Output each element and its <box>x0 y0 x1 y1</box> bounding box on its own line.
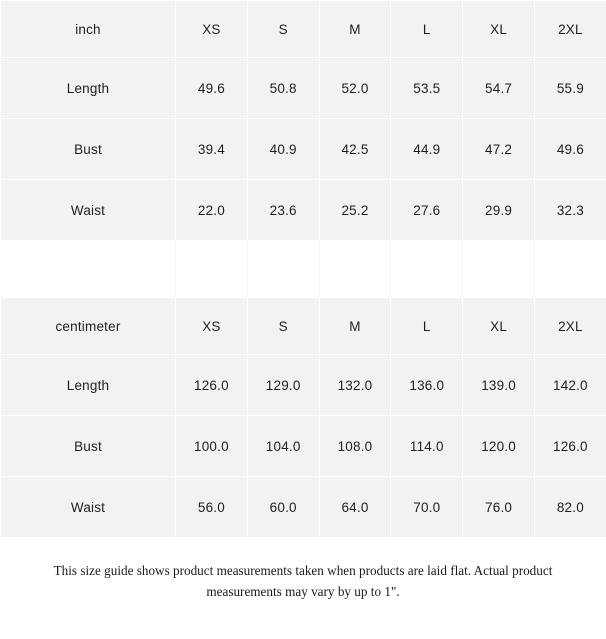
row-label-length: Length <box>1 355 176 416</box>
row-label-bust: Bust <box>1 416 176 477</box>
cell-bust-xs: 39.4 <box>176 119 248 180</box>
cell-waist-2xl: 82.0 <box>534 477 606 538</box>
cell-bust-2xl: 49.6 <box>534 119 606 180</box>
table-header-row <box>1 1 606 58</box>
column-header-xs: XS <box>176 1 248 58</box>
cell-waist-s: 60.0 <box>247 477 319 538</box>
footnote-line-1: This size guide shows product measurements taken when products are laid flat. Actual product <box>53 563 553 578</box>
cell-length-xs: 49.6 <box>176 58 248 119</box>
footnote-line-2: measurements may vary by up to 1". <box>206 584 400 599</box>
cell-waist-s: 23.6 <box>247 180 319 241</box>
table-row <box>1 477 606 538</box>
column-header-xs: XS <box>176 298 248 355</box>
row-label-waist: Waist <box>1 477 176 538</box>
cell-bust-s: 104.0 <box>247 416 319 477</box>
cell-bust-l: 44.9 <box>391 119 463 180</box>
cell-length-m: 132.0 <box>319 355 391 416</box>
cell-waist-xs: 56.0 <box>176 477 248 538</box>
cell-bust-2xl: 126.0 <box>534 416 606 477</box>
table-separator <box>0 241 606 297</box>
cell-length-xl: 54.7 <box>463 58 535 119</box>
cell-length-2xl: 142.0 <box>534 355 606 416</box>
table-row <box>1 180 606 241</box>
table-header-row <box>1 298 606 355</box>
cell-length-m: 52.0 <box>319 58 391 119</box>
cell-bust-l: 114.0 <box>391 416 463 477</box>
table-row <box>1 58 606 119</box>
table-row <box>1 119 606 180</box>
cell-bust-xl: 120.0 <box>463 416 535 477</box>
size-table-inch <box>0 0 606 241</box>
column-header-s: S <box>247 298 319 355</box>
cell-waist-2xl: 32.3 <box>534 180 606 241</box>
row-label-bust: Bust <box>1 119 176 180</box>
column-header-s: S <box>247 1 319 58</box>
cell-bust-s: 40.9 <box>247 119 319 180</box>
cell-bust-m: 108.0 <box>319 416 391 477</box>
cell-length-2xl: 55.9 <box>534 58 606 119</box>
size-guide-footnote <box>0 538 606 602</box>
column-header-xl: XL <box>463 298 535 355</box>
column-header-xl: XL <box>463 1 535 58</box>
cell-bust-xs: 100.0 <box>176 416 248 477</box>
cell-length-xs: 126.0 <box>176 355 248 416</box>
column-header-l: L <box>391 298 463 355</box>
table-row <box>1 416 606 477</box>
unit-label-centimeter: centimeter <box>1 298 176 355</box>
table-row <box>1 355 606 416</box>
column-header-2xl: 2XL <box>534 1 606 58</box>
cell-waist-l: 70.0 <box>391 477 463 538</box>
cell-bust-xl: 47.2 <box>463 119 535 180</box>
row-label-length: Length <box>1 58 176 119</box>
cell-length-s: 50.8 <box>247 58 319 119</box>
column-header-2xl: 2XL <box>534 298 606 355</box>
unit-label-inch: inch <box>1 1 176 58</box>
column-header-m: M <box>319 298 391 355</box>
cell-waist-m: 64.0 <box>319 477 391 538</box>
size-table-centimeter <box>0 297 606 538</box>
cell-bust-m: 42.5 <box>319 119 391 180</box>
cell-waist-l: 27.6 <box>391 180 463 241</box>
column-header-m: M <box>319 1 391 58</box>
cell-waist-xl: 29.9 <box>463 180 535 241</box>
cell-length-s: 129.0 <box>247 355 319 416</box>
row-label-waist: Waist <box>1 180 176 241</box>
cell-length-l: 136.0 <box>391 355 463 416</box>
cell-waist-xs: 22.0 <box>176 180 248 241</box>
column-header-l: L <box>391 1 463 58</box>
cell-waist-m: 25.2 <box>319 180 391 241</box>
cell-length-xl: 139.0 <box>463 355 535 416</box>
cell-length-l: 53.5 <box>391 58 463 119</box>
cell-waist-xl: 76.0 <box>463 477 535 538</box>
